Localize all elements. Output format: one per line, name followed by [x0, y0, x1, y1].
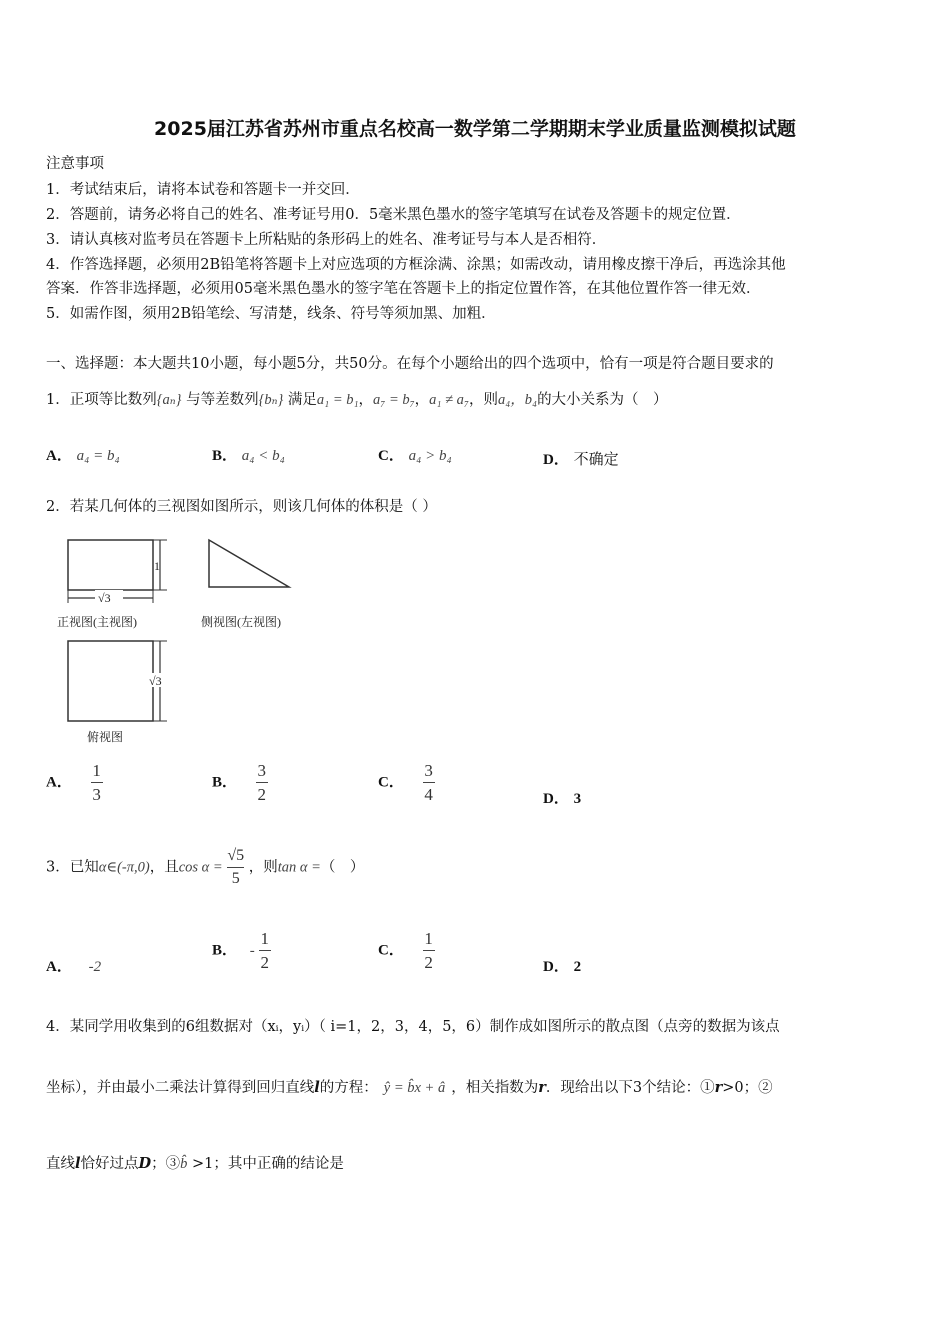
- three-view-figure: [55, 535, 315, 750]
- question-4-line-1: 4．某同学用收集到的6组数据对（xᵢ，yᵢ）（ i=1，2，3，4，5，6）制作成如图所示的散点图（点旁的数据为该点: [46, 1019, 780, 1035]
- notice-item: 1．考试结束后，请将本试卷和答题卡一并交回．: [46, 182, 360, 198]
- q1-option-b[interactable]: B． a₄ < b₄: [212, 448, 285, 464]
- q1-option-a[interactable]: A． a₄ = b₄: [46, 448, 120, 464]
- q3-option-d[interactable]: D． 2: [543, 959, 582, 975]
- side-view-caption: 侧视图(左视图): [201, 615, 281, 629]
- q2-option-a[interactable]: A． $\frac{1}{3}$: [46, 761, 101, 804]
- side-view-triangle: [209, 540, 289, 587]
- notice-item: 3．请认真核对监考员在答题卡上所粘贴的条形码上的姓名、准考证号与本人是否相符．: [46, 232, 607, 248]
- question-3: 3．已知α∈(-π,0)，且cos α = $\frac{√5}{5}$ ，则tan α =（ ）: [46, 847, 365, 887]
- q2-option-c[interactable]: C． $\frac{3}{4}$: [378, 761, 433, 804]
- dim-label-sqrt3-top: √3: [149, 674, 162, 688]
- q2-option-d[interactable]: D． 3: [543, 791, 582, 807]
- q1-option-d[interactable]: D． 不确定: [543, 450, 619, 468]
- q3-option-b[interactable]: B． - $\frac{1}{2}$: [212, 929, 270, 972]
- notice-heading: 注意事项: [46, 156, 104, 172]
- notice-item: 答案．作答非选择题，必须用05毫米黑色墨水的签字笔在答题卡上的指定位置作答，在其他位置作答一律无效．: [46, 281, 761, 297]
- top-view-rect: [68, 641, 153, 721]
- q3-option-c[interactable]: C． $\frac{1}{2}$: [378, 929, 433, 972]
- notice-item: 2．答题前，请务必将自己的姓名、准考证号用0．5毫米黑色墨水的签字笔填写在试卷及答题卡的规定位置．: [46, 207, 741, 223]
- q3-option-a[interactable]: A． -2: [46, 959, 102, 975]
- notice-item: 4．作答选择题，必须用2B铅笔将答题卡上对应选项的方框涂满、涂黑；如需改动，请用橡皮擦干净后，再选涂其他: [46, 257, 786, 273]
- question-4-line-3: 直线l恰好过点D；③b̂ >1；其中正确的结论是: [46, 1155, 344, 1172]
- dim-label-sqrt3: √3: [98, 591, 111, 605]
- question-1: 1．正项等比数列{aₙ} 与等差数列{bₙ} 满足a₁ = b₁，a₇ = b₇，a₁ ≠ a₇，则a₄，b₄的大小关系为（ ）: [46, 392, 668, 408]
- notice-item: 5．如需作图，须用2B铅笔绘、写清楚，线条、符号等须加黑、加粗．: [46, 306, 496, 322]
- section-heading: 一、选择题：本大题共10小题，每小题5分，共50分。在每个小题给出的四个选项中，恰有一项是符合题目要求的: [46, 356, 774, 372]
- math-bn: {bₙ}: [258, 392, 284, 408]
- q2-option-b[interactable]: B． $\frac{3}{2}$: [212, 761, 267, 804]
- question-4-line-2: 坐标），并由最小二乘法计算得到回归直线l的方程： ŷ = b̂x + â ，相关指数为r．现给出以下3个结论：①r>0；②: [46, 1079, 773, 1096]
- page-title: 2025届江苏省苏州市重点名校高一数学第二学期期末学业质量监测模拟试题: [154, 118, 796, 140]
- q1-option-c[interactable]: C． a₄ > b₄: [378, 448, 452, 464]
- front-view-rect: [68, 540, 153, 590]
- dim-label-one: 1: [154, 559, 160, 573]
- front-view-caption: 正视图(主视图): [57, 615, 137, 629]
- question-2: 2．若某几何体的三视图如图所示，则该几何体的体积是（ ）: [46, 499, 437, 515]
- math-an: {aₙ}: [156, 392, 182, 408]
- top-view-caption: 俯视图: [87, 730, 124, 744]
